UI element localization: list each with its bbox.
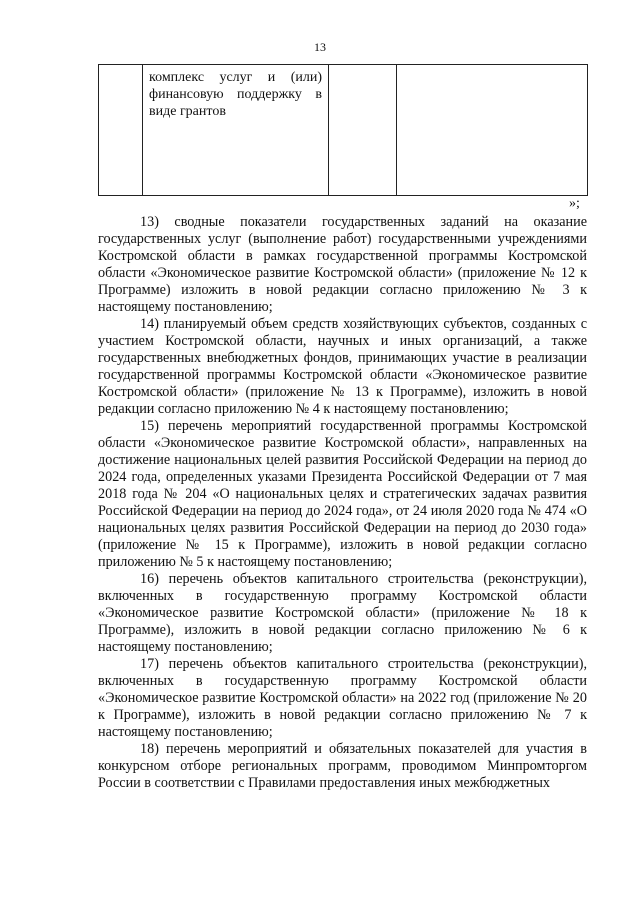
continuation-table <box>98 64 588 196</box>
paragraph-13: 13) сводные показатели государственных заданий на оказание государственных услуг (выполнение работ) государственными учреждениями Костромской области в рамках государственной программы Костромской области «Экономическое развитие Костромской области» (приложение № 12 к Программе) изложить в новой редакции согласно приложению № 3 к настоящему постановлению; <box>98 214 587 315</box>
closing-quote: »; <box>569 196 580 211</box>
table-cell-empty <box>99 65 143 196</box>
table-cell-empty <box>329 65 397 196</box>
paragraph-18: 18) перечень мероприятий и обязательных показателей для участия в конкурсном отборе региональных программ, проводимом Минпромторгом России в соответствии с Правилами предоставления иных межбюджетных <box>98 741 587 791</box>
paragraph-16: 16) перечень объектов капитального строительства (реконструкции), включенных в государственную программу Костромской области «Экономическое развитие Костромской области» (приложение № 18 к Программе), изложить в новой редакции согласно приложению № 6 к настоящему постановлению; <box>98 571 587 655</box>
cell-text-line: виде грантов <box>149 104 226 119</box>
cell-text-line: финансовую поддержку в <box>149 87 322 102</box>
table-cell-text <box>143 65 329 196</box>
table-row <box>99 65 588 196</box>
document-body <box>98 214 587 792</box>
cell-text-line: комплекс услуг и (или) <box>149 70 322 85</box>
paragraph-15: 15) перечень мероприятий государственной программы Костромской области «Экономическое развитие Костромской области», направленных на достижение национальных целей развития Российской Федерации на период до 2024 года, определенных указами Президента Российской Федерации от 7 мая 2018 года № 204 «О национальных целях и стратегических задачах развития Российской Федерации на период до 2024 года», от 24 июля 2020 года № 474 «О национальных целях развития Российской Федерации на период до 2030 года» (приложение № 15 к Программе), изложить в новой редакции согласно приложению № 5 к настоящему постановлению; <box>98 418 587 570</box>
paragraph-14: 14) планируемый объем средств хозяйствующих субъектов, созданных с участием Костромской области, научных и иных организаций, а также государственных внебюджетных фондов, принимающих участие в реализации государственной программы Костромской области «Экономическое развитие Костромской области» (приложение № 13 к Программе), изложить в новой редакции согласно приложению № 4 к настоящему постановлению; <box>98 316 587 417</box>
table-cell-empty <box>397 65 588 196</box>
paragraph-17: 17) перечень объектов капитального строительства (реконструкции), включенных в государственную программу Костромской области «Экономическое развитие Костромской области» на 2022 год (приложение № 20 к Программе), изложить в новой редакции согласно приложению № 7 к настоящему постановлению; <box>98 656 587 740</box>
page-number: 13 <box>314 40 326 54</box>
